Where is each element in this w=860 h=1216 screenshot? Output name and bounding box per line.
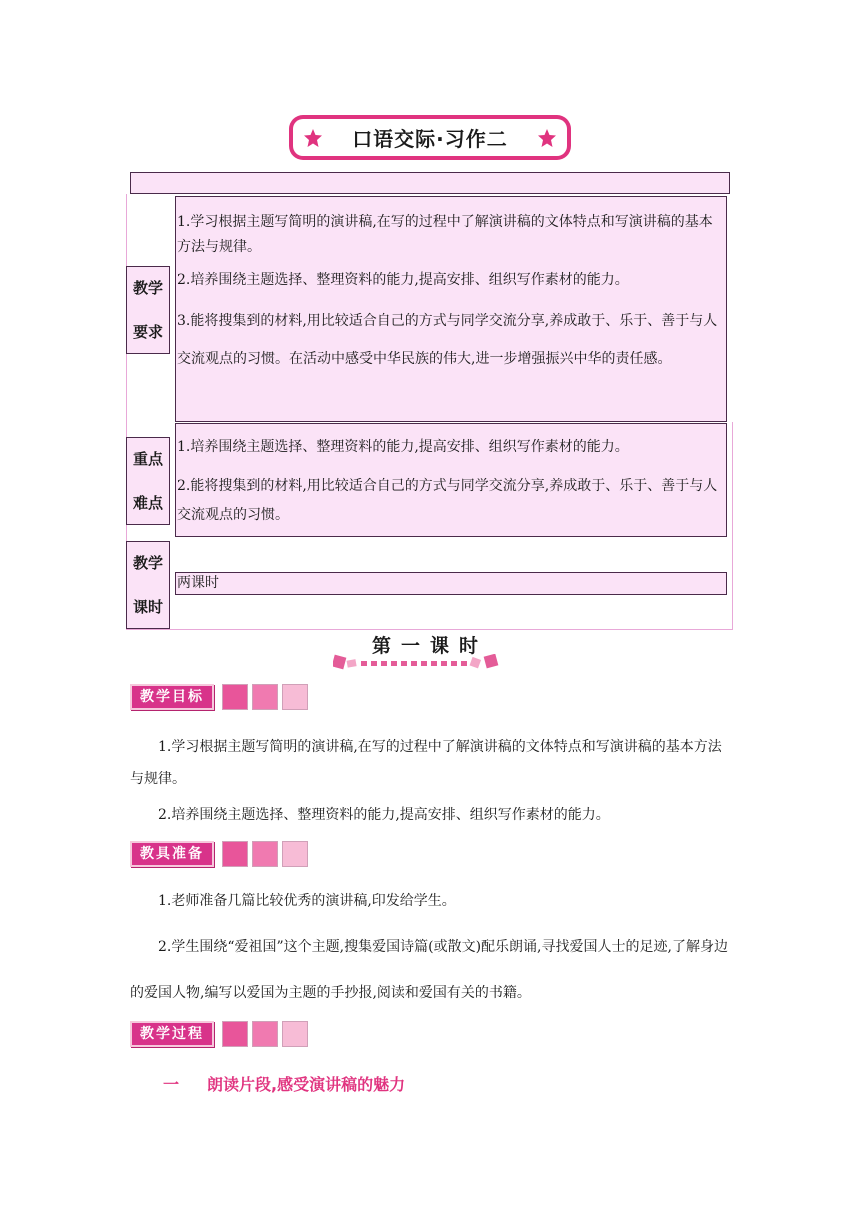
table-row-content — [175, 196, 727, 422]
table-row-content — [175, 572, 727, 595]
table-row-label — [126, 266, 170, 354]
label-line: 难点 — [132, 494, 163, 512]
section-body — [130, 731, 730, 831]
section-heading-label: 教学过程 — [130, 1021, 214, 1047]
table-row-label — [126, 541, 170, 629]
decor-square — [252, 684, 278, 710]
label-line: 重点 — [132, 450, 163, 468]
table-cell-text: 1.学习根据主题写简明的演讲稿,在写的过程中了解演讲稿的文体特点和写演讲稿的基本方法与规律。 — [177, 214, 713, 255]
paragraph: 1.学习根据主题写简明的演讲稿,在写的过程中了解演讲稿的文体特点和写演讲稿的基本方法与规律。 — [130, 739, 722, 787]
table-cell-text: 3.能将搜集到的材料,用比较适合自己的方式与同学交流分享,养成敢于、乐于、善于与人交流观点的习惯。在活动中感受中华民族的伟大,进一步增强振兴中华的责任感。 — [177, 313, 718, 367]
decor-square — [222, 684, 248, 710]
label-line: 课时 — [132, 598, 163, 616]
decor-square — [252, 841, 278, 867]
label-line: 教学 — [132, 554, 163, 572]
step-heading — [163, 1072, 405, 1095]
decor-square — [282, 841, 308, 867]
step-text: 朗读片段,感受演讲稿的魅力 — [207, 1075, 406, 1094]
decor-square — [222, 1021, 248, 1047]
paragraph: 1.老师准备几篇比较优秀的演讲稿,印发给学生。 — [158, 893, 456, 909]
label-line: 教学 — [132, 279, 163, 297]
section-heading — [130, 684, 308, 710]
table-cell-text: 2.能将搜集到的材料,用比较适合自己的方式与同学交流分享,养成敢于、乐于、善于与人交流观点的习惯。 — [177, 478, 718, 523]
lesson-title: 第一课时 — [371, 635, 488, 657]
paragraph: 2.培养围绕主题选择、整理资料的能力,提高安排、组织写作素材的能力。 — [158, 807, 610, 823]
table-guide-line — [732, 422, 733, 630]
section-heading — [130, 1021, 308, 1047]
table-row-content — [175, 423, 727, 537]
decor-square — [282, 1021, 308, 1047]
step-number: 一 — [163, 1075, 180, 1094]
table-guide-line — [126, 629, 733, 630]
section-heading-label: 教具准备 — [130, 841, 214, 867]
table-header-bar — [130, 172, 730, 194]
star-icon — [537, 128, 557, 148]
page-title: 口语交际·习作二 — [352, 127, 508, 151]
label-line: 要求 — [132, 323, 163, 341]
star-icon — [303, 128, 323, 148]
paragraph: 2.学生围绕“爱祖国”这个主题,搜集爱国诗篇(或散文)配乐朗诵,寻找爱国人士的足迹,了解身边的爱国人物,编写以爱国为主题的手抄报,阅读和爱国有关的书籍。 — [130, 939, 728, 1001]
table-cell-text: 2.培养围绕主题选择、整理资料的能力,提高安排、组织写作素材的能力。 — [177, 272, 629, 288]
lesson-title-decoration — [333, 654, 503, 670]
table-row-label — [126, 437, 170, 525]
table-cell-text: 两课时 — [177, 575, 219, 591]
table-cell-text: 1.培养围绕主题选择、整理资料的能力,提高安排、组织写作素材的能力。 — [177, 439, 629, 455]
section-heading-label: 教学目标 — [130, 684, 214, 710]
decor-square — [222, 841, 248, 867]
section-heading — [130, 841, 308, 867]
section-body — [130, 888, 730, 1016]
decor-square — [252, 1021, 278, 1047]
title-banner — [289, 115, 571, 160]
decor-square — [282, 684, 308, 710]
